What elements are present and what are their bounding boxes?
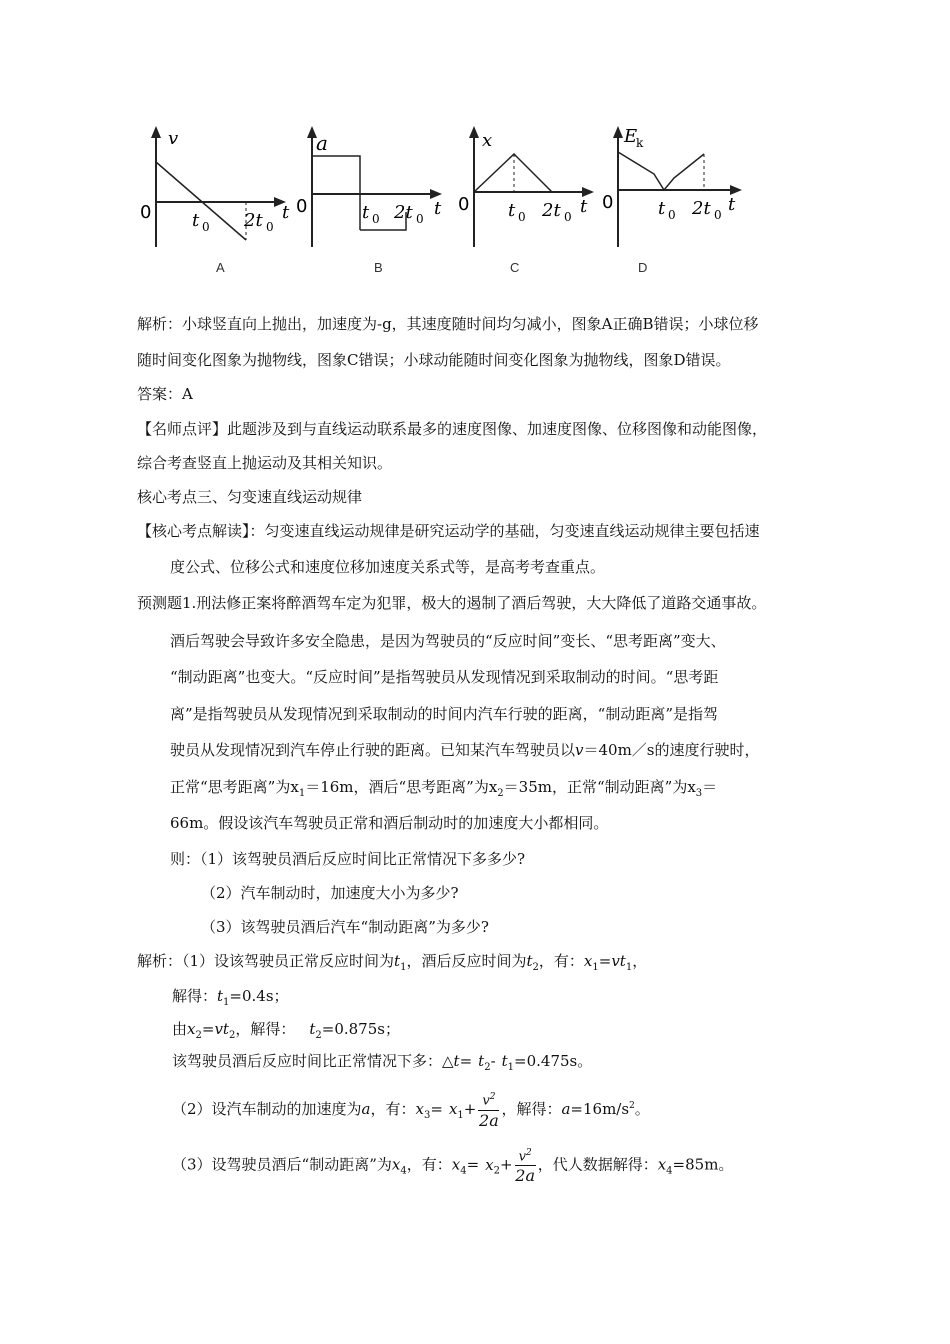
problem-line6-part4: ＝	[702, 778, 718, 796]
graph-c-ylabel: x	[482, 130, 493, 151]
graph-a-t0-sub: 0	[202, 220, 210, 234]
problem-line7: 66m。假设该汽车驾驶员正常和酒后制动时的加速度大小都相同。	[170, 814, 609, 832]
graph-d-origin: 0	[602, 192, 614, 213]
question-3: （3）该驾驶员酒后汽车“制动距离”为多少?	[201, 918, 489, 936]
graph-a-t0: t	[192, 210, 200, 231]
graph-d-y-arrow	[613, 126, 623, 138]
problem-line6-part2: ＝16m，酒后“思考距离”为x	[305, 778, 498, 796]
graph-d-2t0: 2t	[692, 198, 711, 219]
graph-b-svg	[296, 122, 446, 252]
fraction-v2-over-2a-2: $\frac{v^2}{2a}$	[515, 1145, 536, 1186]
question-1: 则：（1）该驾驶员酒后反应时间比正常情况下多多少?	[170, 850, 526, 868]
problem-line6-sub2: 2	[497, 788, 504, 799]
graph-b-t0: t	[362, 202, 370, 223]
comment-line1: 【名师点评】此题涉及到与直线运动联系最多的速度图像、加速度图像、位移图像和动能图像，	[137, 420, 768, 438]
graph-b-ylabel: a	[316, 131, 328, 155]
problem-line6-part3: ＝35m，正常“制动距离”为x	[503, 778, 696, 796]
graph-b	[296, 122, 446, 252]
section-title: 核心考点三、匀变速直线运动规律	[137, 488, 363, 506]
problem-line6-sub1: 1	[298, 788, 306, 799]
graph-a-label: A	[216, 260, 225, 275]
problem-line5	[170, 739, 760, 761]
solution-line2: 解得：$t_1=0.4s$；	[172, 987, 289, 1008]
fraction-v2-over-2a: $\frac{v^2}{2a}$	[478, 1089, 499, 1130]
graph-c-t0-sub: 0	[518, 210, 526, 224]
graph-figures	[140, 122, 740, 282]
graph-d-ylabel: E	[624, 126, 638, 147]
graph-c	[458, 122, 608, 252]
problem-line2: 酒后驾驶会导致许多安全隐患，是因为驾驶员的“反应时间”变长、“思考距离”变大、	[170, 632, 726, 650]
solution-line3: 由$x_2=vt_2$，解得： $t_2=0.875s$；	[172, 1020, 400, 1041]
graph-a-2t0-sub: 0	[266, 220, 274, 234]
graph-d-svg	[602, 122, 752, 252]
problem-line6-part1: 正常“思考距离”为x	[170, 778, 299, 796]
problem-line1: 预测题1.刑法修正案将醉酒驾车定为犯罪，极大的遏制了酒后驾驶，大大降低了道路交通事故。	[137, 594, 767, 612]
graph-a-origin: 0	[140, 202, 152, 223]
question-2: （2）汽车制动时，加速度大小为多少?	[201, 884, 459, 902]
graph-b-tlabel: t	[434, 198, 442, 219]
problem-line5-v: v	[575, 741, 584, 759]
graph-a-ylabel: v	[168, 128, 179, 149]
graph-a	[140, 122, 290, 252]
graph-c-2t0: 2t	[542, 200, 561, 221]
graph-c-2t0-sub: 0	[564, 210, 572, 224]
graph-b-origin: 0	[296, 196, 308, 217]
graph-c-svg	[458, 122, 608, 252]
core-line1: 【核心考点解读】：匀变速直线运动规律是研究运动学的基础，匀变速直线运动规律主要包括速	[137, 522, 760, 540]
core-line2: 度公式、位移公式和速度位移加速度关系式等，是高考考查重点。	[170, 558, 606, 576]
analysis1-line2: 随时间变化图象为抛物线，图象C错误；小球动能随时间变化图象为抛物线，图象D错误。	[137, 351, 731, 369]
answer-line: 答案：A	[137, 385, 193, 403]
graph-a-svg	[140, 122, 290, 252]
analysis1-line1: 解析：小球竖直向上抛出，加速度为-g，其速度随时间均匀减小，图象A正确B错误；小球位移	[137, 315, 759, 333]
graph-b-2t0: 2t	[394, 202, 413, 223]
graph-c-tlabel: t	[580, 196, 588, 217]
solution-line1: 解析：（1）设该驾驶员正常反应时间为$t_1$，酒后反应时间为$t_2$，有：$x_1=vt_1$，	[137, 952, 648, 973]
graph-d-t0: t	[658, 198, 666, 219]
comment-line2: 综合考查竖直上抛运动及其相关知识。	[137, 454, 393, 472]
graph-a-2t0: 2t	[244, 210, 263, 231]
graph-d-label: D	[638, 260, 648, 275]
problem-line6	[170, 776, 717, 805]
problem-line5-part2: ＝40m／s的速度行驶时，	[583, 741, 760, 759]
graph-b-2t0-sub: 0	[416, 212, 424, 226]
problem-line5-part1: 驶员从发现情况到汽车停止行驶的距离。已知某汽车驾驶员以	[170, 741, 576, 759]
solution-line5: （2）设汽车制动的加速度为a，有：$x_3= x_1+$ $\frac{v^2}{2a}$ ，解得：$a=16m/s^2$。	[172, 1088, 650, 1134]
graph-b-t0-sub: 0	[372, 212, 380, 226]
graph-c-y-arrow	[469, 126, 479, 138]
graph-d	[602, 122, 752, 252]
graph-d-ylabel-sub: k	[636, 136, 644, 150]
graph-d-t0-sub: 0	[668, 208, 676, 222]
graph-a-tlabel: t	[282, 202, 290, 223]
graph-d-energy-line	[618, 152, 704, 190]
solution-line6: （3）设驾驶员酒后“制动距离”为$x_4$，有：$x_4= x_2+$ $\frac{v^2}{2a}$ ，代人数据解得：$x_4=85m$。	[172, 1145, 733, 1190]
graph-d-tlabel: t	[728, 194, 736, 215]
problem-line4: 离”是指驾驶员从发现情况到采取制动的时间内汽车行驶的距离，“制动距离”是指驾	[170, 705, 719, 723]
graph-c-displacement-line	[474, 154, 552, 192]
problem-line3: “制动距离”也变大。“反应时间”是指驾驶员从发现情况到采取制动的时间。“思考距	[170, 668, 719, 686]
graph-c-label: C	[510, 260, 520, 275]
graph-b-label: B	[374, 260, 383, 275]
graph-c-t0: t	[508, 200, 516, 221]
graph-c-origin: 0	[458, 194, 470, 215]
graph-d-2t0-sub: 0	[714, 208, 722, 222]
solution-line4: 该驾驶员酒后反应时间比正常情况下多：△t= $t_2-$ $t_1=0.475s$。	[172, 1052, 593, 1073]
graph-a-y-arrow	[151, 126, 161, 138]
problem-line6-sub3: 3	[695, 788, 703, 799]
